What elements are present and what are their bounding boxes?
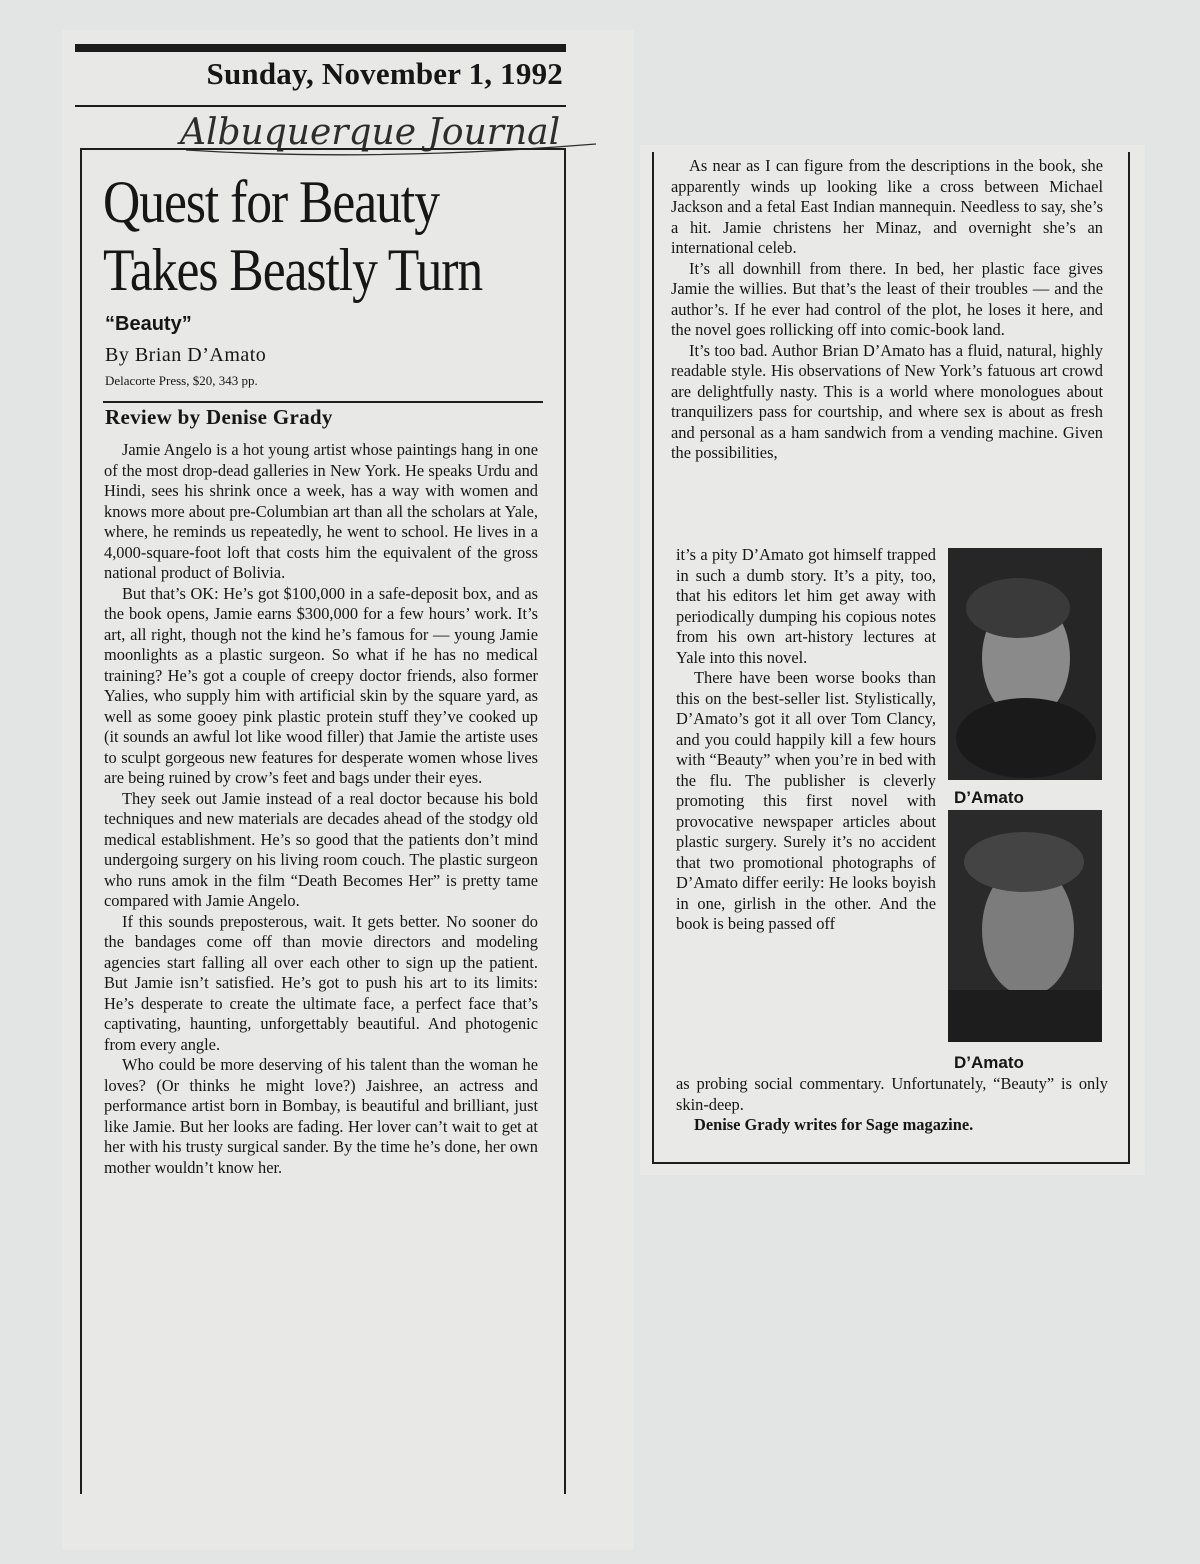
author-photo-girlish-image — [948, 810, 1102, 1042]
paragraph: as probing social commentary. Unfortunately, “Beauty” is only skin-deep. — [676, 1074, 1108, 1114]
author-photo-boyish-image — [948, 548, 1102, 780]
book-author: By Brian D’Amato — [105, 344, 267, 366]
headline-line-2: Takes Beastly Turn — [103, 237, 483, 303]
byline-rule — [103, 401, 543, 403]
headline-line-1: Quest for Beauty — [103, 169, 440, 235]
book-title: “Beauty” — [105, 313, 192, 335]
author-credit: Denise Grady writes for Sage magazine. — [694, 1115, 974, 1134]
author-photo-girlish — [948, 810, 1102, 1042]
article-column-right-bottom — [676, 1074, 1108, 1136]
photo-caption-2: D’Amato — [954, 1053, 1024, 1072]
paragraph: It’s too bad. Author Brian D’Amato has a fluid, natural, highly readable style. His observations of New York’s fatuous art crowd are delightfully nasty. This is a world where monologues about tranquilizers pass for courtship, and where sex is about as fresh and personal as a ham sandwich from a vending machine. Given the possibilities, — [671, 340, 1103, 462]
paragraph: If this sounds preposterous, wait. It gets better. No sooner do the bandages come off than movie directors and modeling agencies start falling all over each other to sign up the patient. But Jamie isn’t satisfied. He’s got to push his art to its limits: He’s desperate to create the ultimate face, a perfect face that’s captivating, haunting, unforgettably beautiful. And photogenic from every angle. — [104, 911, 538, 1054]
paragraph: There have been worse books than this on the best-seller list. Stylistically, D’Amato’s got it all over Tom Clancy, and you could happily kill a few hours with “Beauty” when you’re in bed with the flu. The publisher is cleverly promoting this first novel with provocative newspaper articles about plastic surgery. Surely it’s no accident that two promotional photographs of D’Amato differ eerily: He looks boyish in one, girlish in the other. And the book is being passed off — [676, 668, 936, 933]
masthead-rule-thick — [75, 44, 566, 52]
paragraph: But that’s OK: He’s got $100,000 in a safe-deposit box, and as the book opens, Jamie earns $300,000 for a few hours’ work. It’s art, all right, though not the kind he’s famous for — young Jamie moonlights as a plastic surgeon. So what if he has no medical training? He’s got a couple of creepy doctor friends, also former Yalies, who supply him with artificial skin by the square yard, as well as some gooey pink plastic protein stuff they’ve cooked up (it sounds an awful lot like wood filler) that Jamie the artiste uses to sculpt gorgeous new features for desperate women whose lives are being ruined by crow’s feet and bags under their eyes. — [104, 583, 538, 787]
paragraph: Who could be more deserving of his talent than the woman he loves? (Or thinks he might love?) Jaishree, an actress and performance artist born in Bombay, is beautiful and brilliant, just like Jamie. But her looks are fading. Her lover can’t wait to get at her with his trusty surgical sander. By the time he’s done, her own mother wouldn’t know her. — [104, 1055, 538, 1177]
handwritten-source-text: Albuquerque Journal — [180, 112, 561, 153]
article-column-right-narrow — [676, 545, 936, 935]
paragraph: As near as I can figure from the descriptions in the book, she apparently winds up looking like a cross between Michael Jackson and a fetal East Indian mannequin. Needless to say, she’s a hit. Jamie christens her Minaz, and overnight she’s an international celeb. — [671, 156, 1103, 257]
article-column-right-top — [671, 156, 1103, 464]
book-publisher: Delacorte Press, $20, 343 pp. — [105, 373, 258, 388]
paragraph: It’s all downhill from there. In bed, her plastic face gives Jamie the willies. But that’s the least of their troubles — and the author’s. If he ever had control of the plot, he loses it here, and the novel goes rollicking off into comic-book land. — [671, 258, 1103, 339]
paragraph: Jamie Angelo is a hot young artist whose paintings hang in one of the most drop-dead galleries in New York. He speaks Urdu and Hindi, sees his shrink once a week, has a way with women and knows more about pre-Columbian art than all the scholars at Yale, where, he reminds us repeatedly, he went to school. He lives in a 4,000-square-foot loft that costs him the equivalent of the gross national product of Bolivia. — [104, 440, 538, 582]
masthead-date: Sunday, November 1, 1992 — [206, 56, 563, 91]
paragraph: it’s a pity D’Amato got himself trapped in such a dumb story. It’s a pity, too, that his editors let him get away with periodically dumping his copious notes from his own art-history lectures at Yale into this novel. — [676, 545, 936, 667]
reviewer-byline: Review by Denise Grady — [105, 405, 333, 429]
photo-caption-1: D’Amato — [954, 788, 1024, 807]
article-column-left — [104, 440, 538, 1178]
headline — [103, 168, 499, 304]
paragraph: They seek out Jamie instead of a real doctor because his bold techniques and new materials are decades ahead of the stodgy old medical establishment. He’s so good that the patients don’t mind undergoing surgery on his living room couch. The plastic surgeon who runs amok in the film “Death Becomes Her” is pretty tame compared with Jamie Angelo. — [104, 788, 538, 910]
author-photo-boyish — [948, 548, 1102, 780]
